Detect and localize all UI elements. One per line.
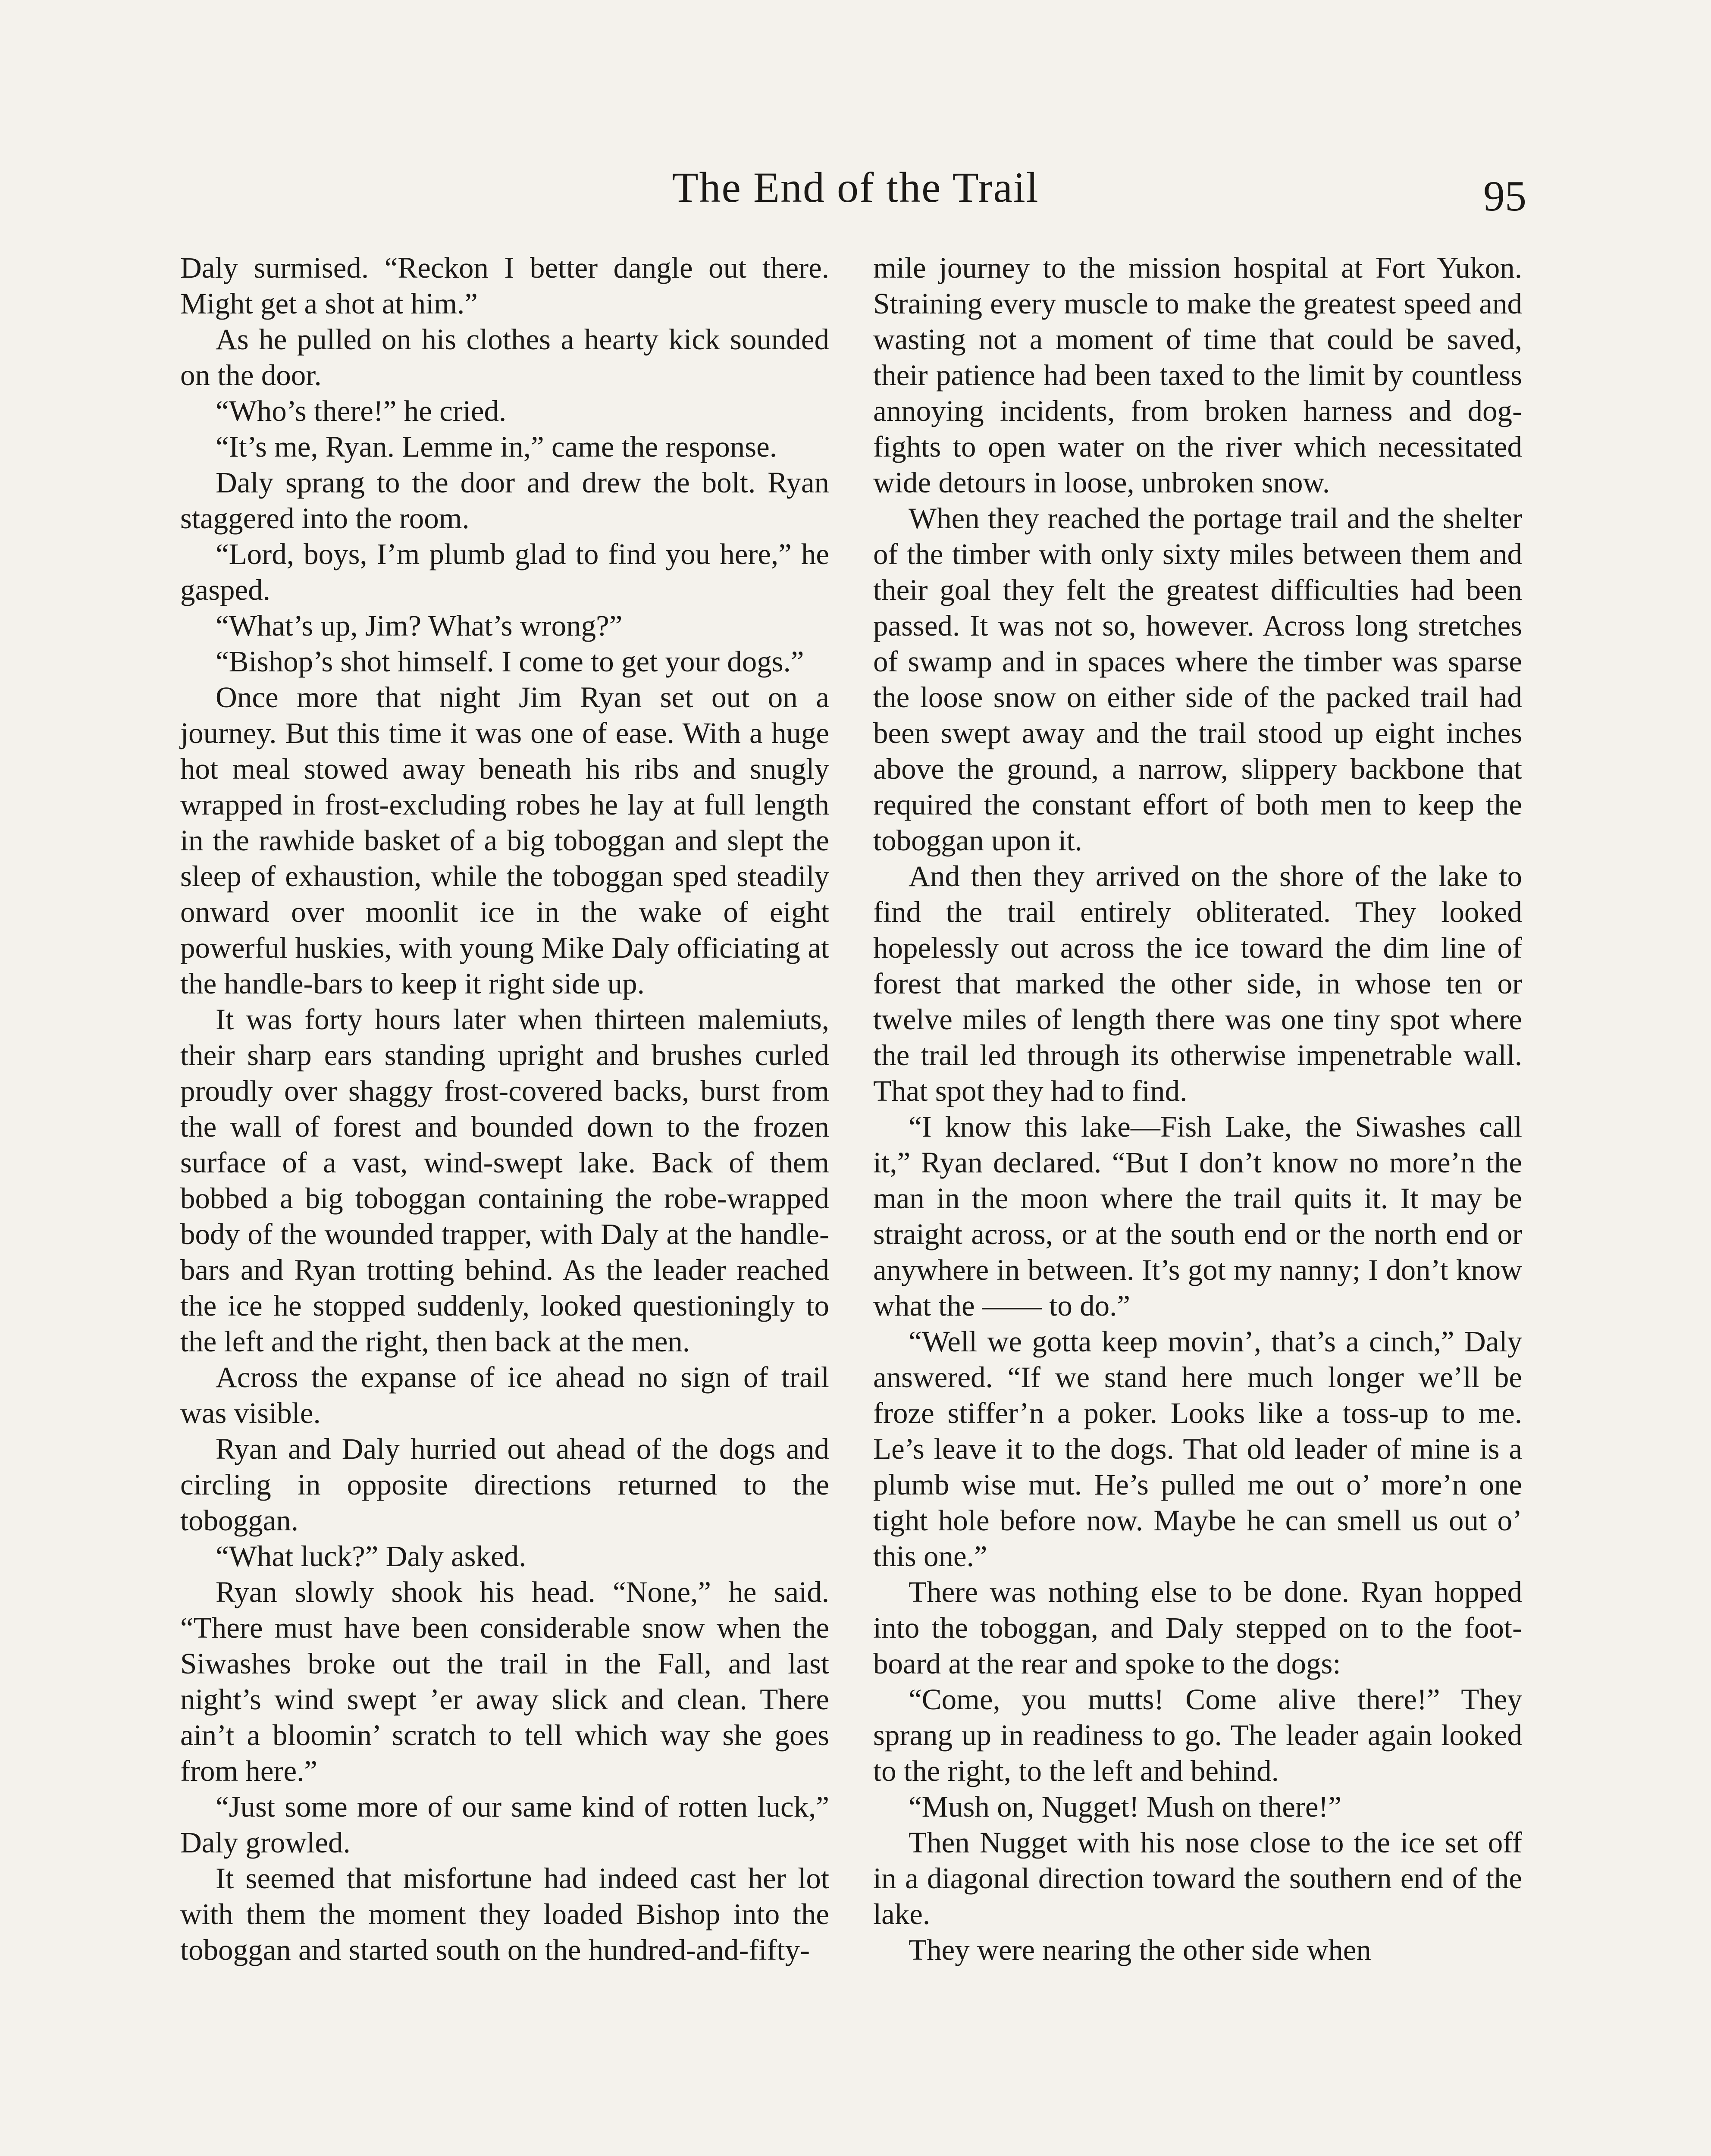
paragraph: “Bishop’s shot himself. I come to get your dogs.” xyxy=(216,645,804,678)
paragraph: Daly surmised. “Reckon I better dangle out there. Might get a shot at him.” xyxy=(180,251,829,320)
paragraph: Ryan and Daly hurried out ahead of the dogs and circling in opposite directions returned to the toboggan. xyxy=(180,1432,829,1537)
paragraph: “I know this lake—Fish Lake, the Siwashes call it,” Ryan declared. “But I don’t know no more’n the man in the moon where the trail quits it. It may be straight across, or at the south end or the north end or anywhere in between. It’s got my nanny; I don’t know what the —— to do.” xyxy=(873,1110,1522,1322)
paragraph: Across the expanse of ice ahead no sign of trail was visible. xyxy=(180,1361,829,1429)
paragraph: They were nearing the other side when xyxy=(909,1934,1371,1966)
right-text-column xyxy=(873,250,1522,1968)
paragraph: “Come, you mutts! Come alive there!” They sprang up in readiness to go. The leader again looked to the right, to the left and behind. xyxy=(873,1683,1522,1787)
running-title: The End of the Trail xyxy=(672,163,1039,211)
paragraph: Ryan slowly shook his head. “None,” he said. “There must have been considerable snow when the Siwashes broke out the trail in the Fall, and last night’s wind swept ’er away slick and clean. There ain’t a bloomin’ scratch to tell which way she goes from here.” xyxy=(180,1576,829,1787)
paragraph: As he pulled on his clothes a hearty kick sounded on the door. xyxy=(180,323,829,392)
paragraph: mile journey to the mission hospital at Fort Yukon. Straining every muscle to make the greatest speed and wasting not a moment of time that could be saved, their patience had been taxed to the limit by countless annoying incidents, from broken harness and dog-fights to open water on the river which necessitated wide detours in loose, unbroken snow. xyxy=(873,251,1522,499)
page-number: 95 xyxy=(1483,172,1526,220)
paragraph: “Just some more of our same kind of rotten luck,” Daly growled. xyxy=(180,1790,829,1859)
paragraph: It seemed that misfortune had indeed cast her lot with them the moment they loaded Bishop into the toboggan and started south on the hundred-and-fifty- xyxy=(180,1862,829,1966)
paragraph: “What’s up, Jim? What’s wrong?” xyxy=(216,609,623,642)
paragraph: “It’s me, Ryan. Lemme in,” came the response. xyxy=(216,430,777,463)
paragraph: “Lord, boys, I’m plumb glad to find you here,” he gasped. xyxy=(180,538,829,606)
paragraph: And then they arrived on the shore of the lake to find the trail entirely obliterated. They looked hopelessly out across the ice toward the dim line of forest that marked the other side, in whose ten or twelve miles of length there was one tiny spot where the trail led through its otherwise impenetrable wall. That spot they had to find. xyxy=(873,860,1522,1107)
paragraph: Then Nugget with his nose close to the ice set off in a diagonal direction toward the southern end of the lake. xyxy=(873,1826,1522,1930)
paragraph: “Well we gotta keep movin’, that’s a cinch,” Daly answered. “If we stand here much longer we’ll be froze stiffer’n a poker. Looks like a toss-up to me. Le’s leave it to the dogs. That old leader of mine is a plumb wise mut. He’s pulled me out o’ more’n one tight hole before now. Maybe he can smell us out o’ this one.” xyxy=(873,1325,1522,1573)
paragraph: Once more that night Jim Ryan set out on a journey. But this time it was one of ease. With a huge hot meal stowed away beneath his ribs and snugly wrapped in frost-excluding robes he lay at full length in the rawhide basket of a big toboggan and slept the sleep of exhaustion, while the toboggan sped steadily onward over moonlit ice in the wake of eight powerful huskies, with young Mike Daly officiating at the handle-bars to keep it right side up. xyxy=(180,681,829,1000)
paragraph: There was nothing else to be done. Ryan hopped into the toboggan, and Daly stepped on to the foot-board at the rear and spoke to the dogs: xyxy=(873,1576,1522,1680)
paragraph: “What luck?” Daly asked. xyxy=(216,1540,526,1573)
paragraph: It was forty hours later when thirteen malemiuts, their sharp ears standing upright and brushes curled proudly over shaggy frost-covered backs, burst from the wall of forest and bounded down to the frozen surface of a vast, wind-swept lake. Back of them bobbed a big toboggan containing the robe-wrapped body of the wounded trapper, with Daly at the handlebars and Ryan trotting behind. As the leader reached the ice he stopped suddenly, looked questioningly to the left and the right, then back at the men. xyxy=(180,1003,829,1358)
paragraph: “Mush on, Nugget! Mush on there!” xyxy=(909,1790,1342,1823)
paragraph: “Who’s there!” he cried. xyxy=(216,395,507,427)
paragraph: Daly sprang to the door and drew the bolt. Ryan staggered into the room. xyxy=(180,466,829,535)
left-text-column xyxy=(180,250,829,1968)
paragraph: When they reached the portage trail and the shelter of the timber with only sixty miles between them and their goal they felt the greatest difficulties had been passed. It was not so, however. Across long stretches of swamp and in spaces where the timber was sparse the loose snow on either side of the packed trail had been swept away and the trail stood up eight inches above the ground, a narrow, slippery backbone that required the constant effort of both men to keep the toboggan upon it. xyxy=(873,502,1522,857)
